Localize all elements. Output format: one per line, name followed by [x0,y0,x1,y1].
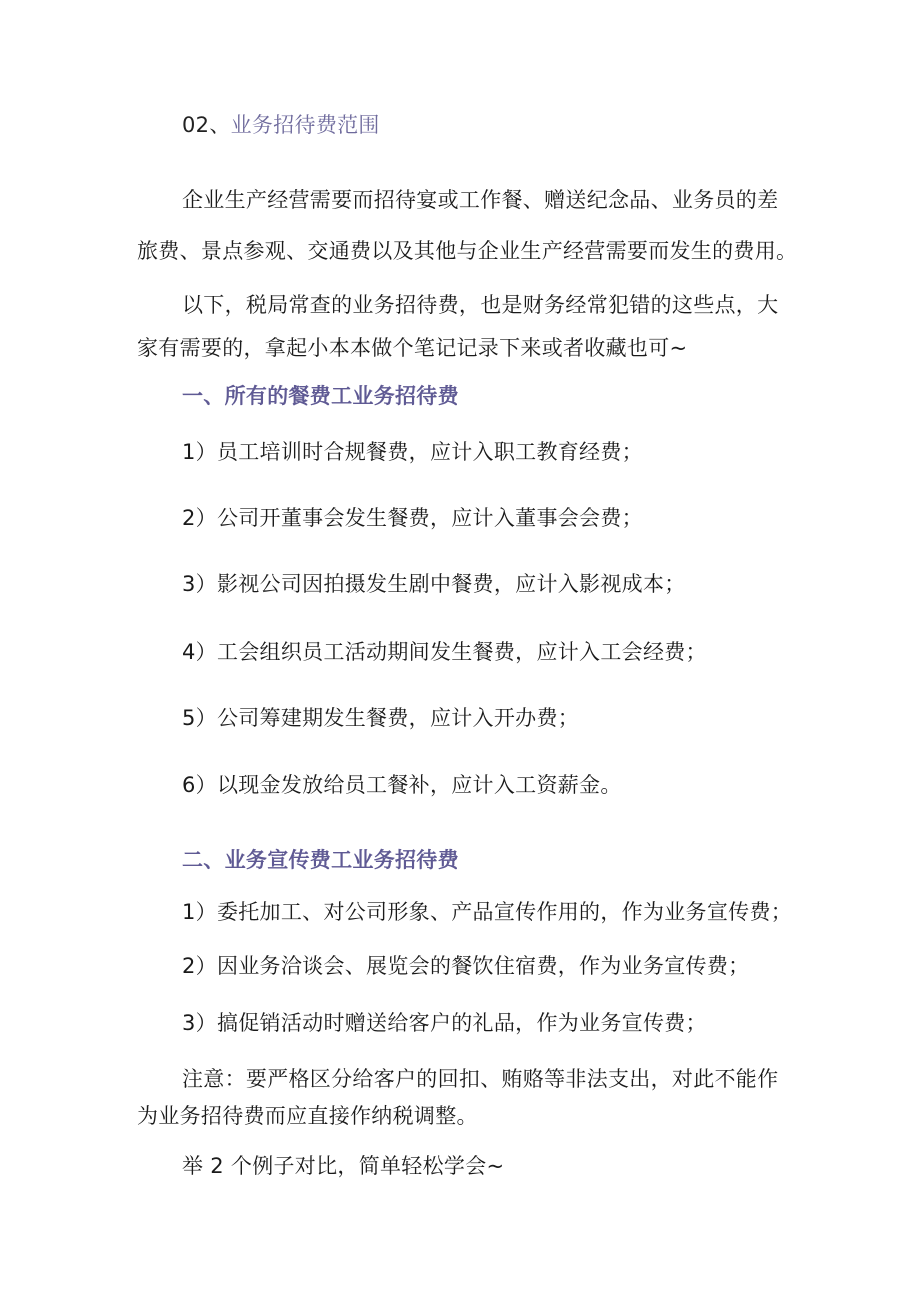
list-1-item: 5）公司筹建期发生餐费，应计入开办费； [182,706,580,730]
note-line-2: 为业务招待费而应直接作纳税调整。 [137,1104,478,1128]
list-2-item: 3）搞促销活动时赠送给客户的礼品，作为业务宣传费； [182,1011,707,1035]
closing-line: 举 2 个例子对比，简单轻松学会~ [182,1154,505,1178]
paragraph-1-line-1: 企业生产经营需要而招待宴或工作餐、赠送纪念品、业务员的差 [182,188,779,212]
section-title [182,110,380,140]
list-1-item: 3）影视公司因拍摄发生剧中餐费，应计入影视成本； [182,572,686,596]
paragraph-2-line-1: 以下，税局常查的业务招待费，也是财务经常犯错的这些点，大 [182,293,779,317]
heading-1: 一、所有的餐费工业务招待费 [182,384,459,408]
list-1-item: 6）以现金发放给员工餐补，应计入工资薪金。 [182,773,622,797]
list-2-item: 2）因业务洽谈会、展览会的餐饮住宿费，作为业务宣传费； [182,954,750,978]
section-number: 02、 [182,113,231,137]
heading-2: 二、业务宣传费工业务招待费 [182,848,459,872]
section-title-text: 业务招待费范围 [230,113,380,137]
list-1-item: 1）员工培训时合规餐费，应计入职工教育经费； [182,440,643,464]
list-2-item: 1）委托加工、对公司形象、产品宣传作用的，作为业务宣传费； [182,900,793,924]
paragraph-1-line-2: 旅费、景点参观、交通费以及其他与企业生产经营需要而发生的费用。 [137,239,798,263]
note-line-1: 注意：要严格区分给客户的回扣、贿赂等非法支出，对此不能作 [182,1067,779,1091]
paragraph-2-line-2: 家有需要的，拿起小本本做个笔记记录下来或者收藏也可~ [137,336,688,360]
list-1-item: 2）公司开董事会发生餐费，应计入董事会会费； [182,506,643,530]
list-1-item: 4）工会组织员工活动期间发生餐费，应计入工会经费； [182,640,707,664]
